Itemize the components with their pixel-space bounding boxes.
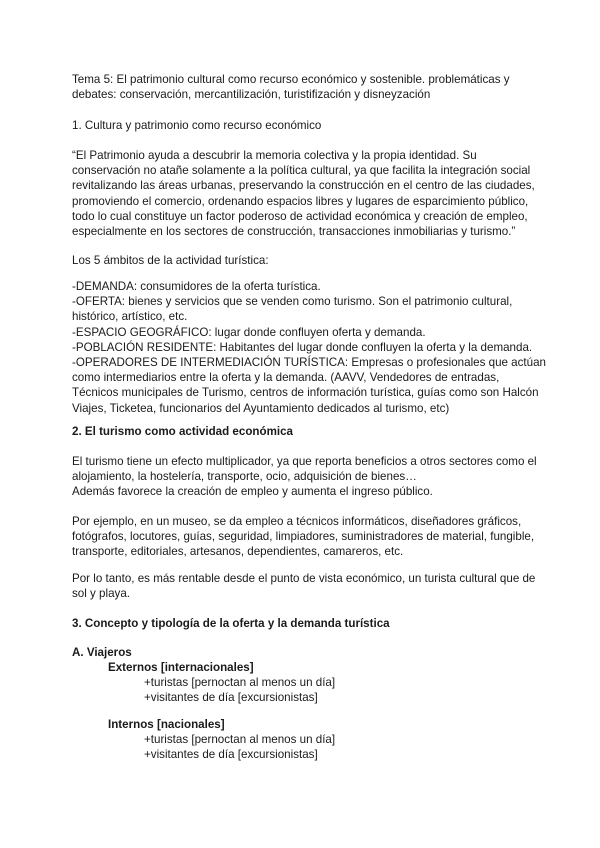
ambitos-line: -OPERADORES DE INTERMEDIACIÓN TURÍSTICA: Empresas o profesionales que actúan [72,356,546,370]
paragraph-line: Por ejemplo, en un museo, se da empleo a técnicos informáticos, diseñadores gráficos, [72,515,522,528]
ambitos-line: Viajes, Ticketea, funcionarios del Ayuntamiento dedicados al turismo, etc) [72,401,450,415]
section-1-heading: 1. Cultura y patrimonio como recurso económico [72,119,322,132]
quote-line: promoviendo el comercio, ordenando espacios libres y lugares de esparcimiento público, [72,194,529,208]
quote-line: todo lo cual constituye un factor poderoso de actividad económica y creación de empleo, [72,209,528,223]
ambitos-line: como intermediarios entre la oferta y la demanda. (AAVV, Vendedores de entradas, [72,371,500,385]
internos-item: +visitantes de día [excursionistas] [144,748,318,762]
paragraph-line: Además favorece la creación de empleo y aumenta el ingreso público. [72,485,433,499]
ambitos-line: -DEMANDA: consumidores de la oferta turística. [72,280,321,293]
externos-item: +turistas [pernoctan al menos un día] [144,676,336,689]
paragraph-conclusion [72,571,536,601]
paragraph-multiplier [72,454,537,500]
ambitos-line: -POBLACIÓN RESIDENTE: Habitantes del lugar donde confluyen la oferta y la demanda. [72,340,533,354]
quote-line: especialmente en los sectores de construcción, transacciones inmobiliarias y turismo.” [72,225,516,239]
quote-line: revitalizando las áreas urbanas, preservando la construcción en el centro de las ciudades, [72,179,535,193]
viajeros-heading: A. Viajeros [72,646,132,659]
quote-paragraph [72,148,535,239]
internos-heading: Internos [nacionales] [108,718,225,731]
section-3-heading: 3. Concepto y tipología de la oferta y la demanda turística [72,617,390,630]
ambitos-line: Técnicos municipales de Turismo, centros de información turística, guías como son Halcón [72,386,539,400]
paragraph-line: Por lo tanto, es más rentable desde el punto de vista económico, un turista cultural que de [72,572,536,585]
paragraph-line: alojamiento, la hostelería, transporte, ocio, adquisición de bienes… [72,470,417,484]
title-line: Tema 5: El patrimonio cultural como recurso económico y sostenible. problemáticas y [72,73,510,86]
quote-line: conservación no atañe solamente a la política cultural, ya que facilita la integración social [72,164,531,178]
ambitos-line: histórico, artístico, etc. [72,310,188,324]
ambitos-line: -ESPACIO GEOGRÁFICO: lugar donde confluyen oferta y demanda. [72,325,426,339]
externos-list [144,675,524,705]
ambitos-line: -OFERTA: bienes y servicios que se venden como turismo. Son el patrimonio cultural, [72,295,513,309]
paragraph-line: sol y playa. [72,587,130,601]
paragraph-line: El turismo tiene un efecto multiplicador, ya que reporta beneficios a otros sectores como el [72,455,537,468]
internos-list [144,732,524,762]
ambitos-heading: Los 5 ámbitos de la actividad turística: [72,254,269,267]
paragraph-museum-example [72,514,535,560]
section-2-heading: 2. El turismo como actividad económica [72,425,293,438]
ambitos-list [72,279,546,416]
externos-item: +visitantes de día [excursionistas] [144,691,318,705]
externos-heading: Externos [internacionales] [108,661,254,674]
paragraph-line: transporte, editoriales, artesanos, dependientes, camareros, etc. [72,545,404,559]
internos-item: +turistas [pernoctan al menos un día] [144,733,336,746]
paragraph-line: fotógrafos, locutores, guías, seguridad, limpiadores, suministradores de material, fungible, [72,530,535,544]
title-line: debates: conservación, mercantilización, turistifización y disneyzación [72,88,431,102]
quote-line: “El Patrimonio ayuda a descubrir la memoria colectiva y la propia identidad. Su [72,149,477,162]
document-title [72,72,532,102]
